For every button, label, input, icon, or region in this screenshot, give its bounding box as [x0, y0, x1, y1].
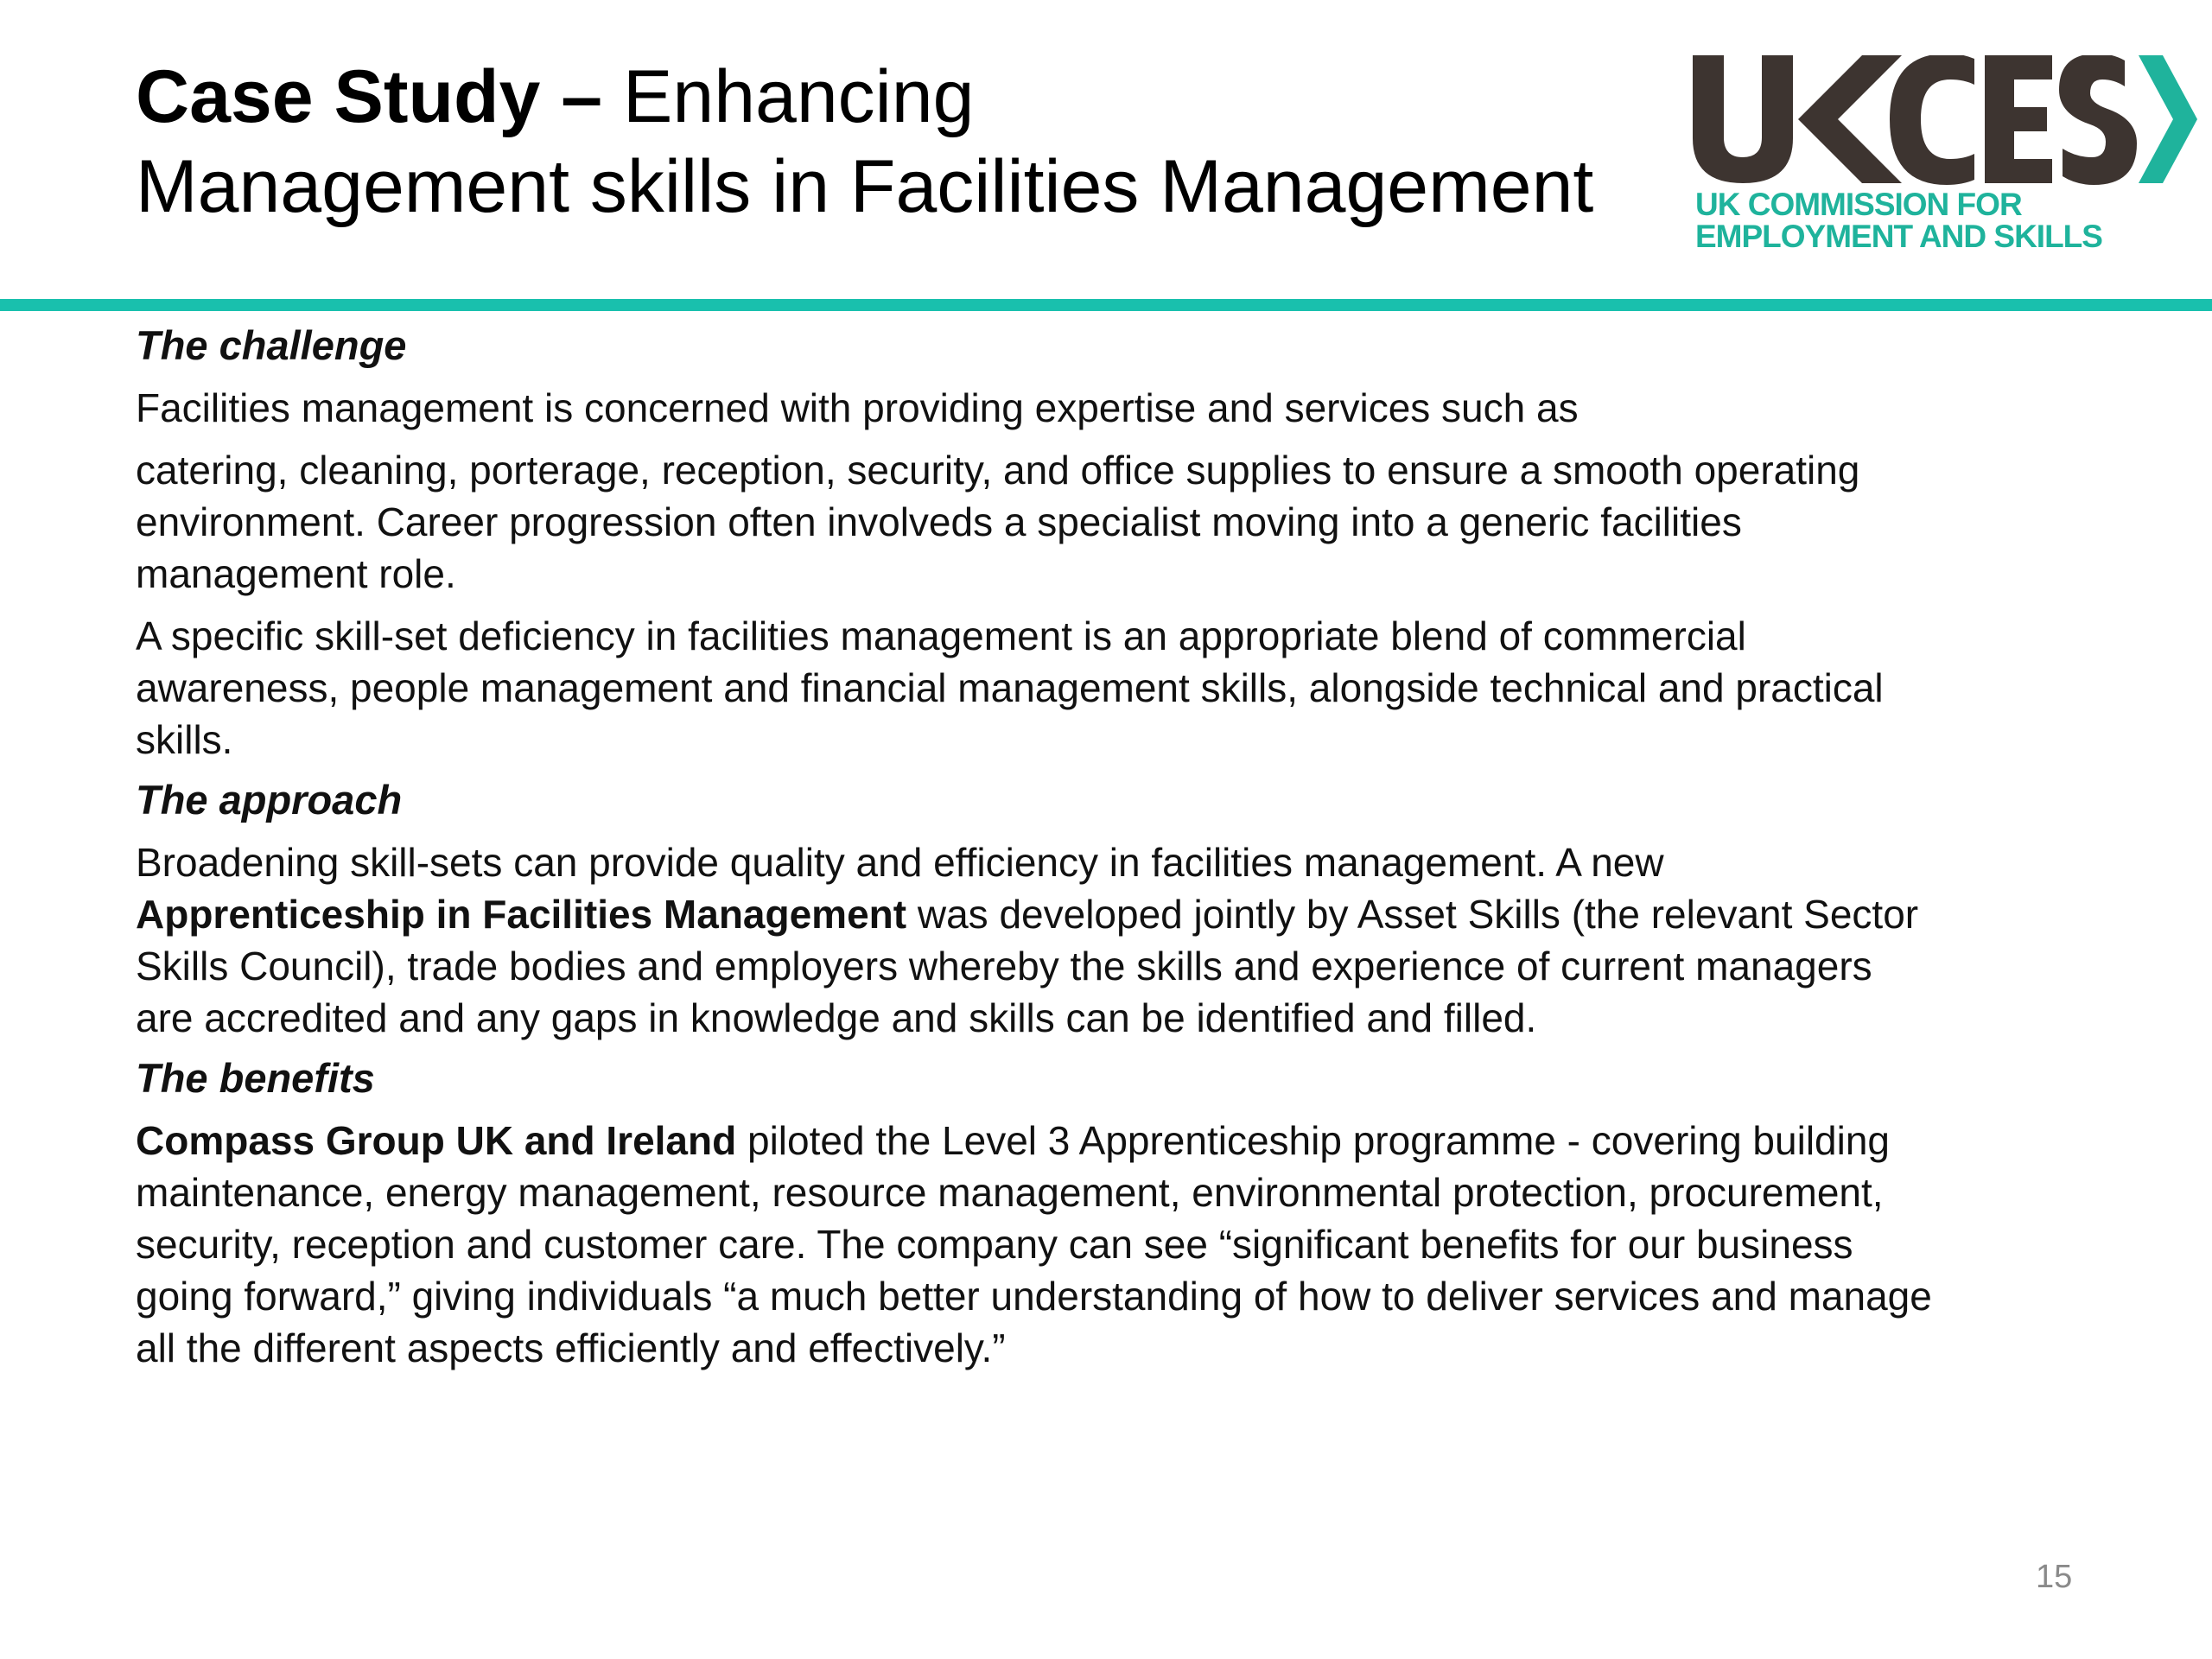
text-line: management role.: [136, 551, 456, 596]
text-line: all the different aspects efficiently and effectively.”: [136, 1325, 1006, 1370]
logo-subtitle-line-2: EMPLOYMENT AND SKILLS: [1695, 219, 2102, 254]
text-line: environment. Career progression often involveds a specialist moving into a generic facilities: [136, 499, 1742, 544]
benefits-heading: The benefits: [136, 1055, 375, 1101]
challenge-heading: The challenge: [136, 322, 407, 368]
text-line: [136, 1115, 2123, 1166]
logo-s-and-arrow: [2052, 55, 2199, 185]
text-line: awareness, people management and financial management skills, alongside technical and practical: [136, 665, 1884, 710]
slide-body: [136, 320, 2123, 1374]
text-span: piloted the Level 3 Apprenticeship programme - covering building: [736, 1118, 1891, 1163]
text-line: catering, cleaning, porterage, reception, security, and office supplies to ensure a smooth operating: [136, 448, 1860, 493]
company-name: Compass Group UK and Ireland: [136, 1118, 737, 1163]
title-rest: Enhancing: [602, 55, 975, 138]
text-line: are accredited and any gaps in knowledge and skills can be identified and filled.: [136, 995, 1537, 1040]
approach-heading: The approach: [136, 777, 403, 823]
ukces-logo: [1689, 50, 2182, 266]
benefits-paragraph: [136, 1115, 2123, 1374]
text-line: Skills Council), trade bodies and employers whereby the skills and experience of current managers: [136, 944, 1872, 988]
challenge-paragraph-3: [136, 610, 2123, 766]
approach-paragraph: [136, 836, 2123, 1044]
challenge-paragraph-2: [136, 444, 2123, 600]
text-line: maintenance, energy management, resource management, environmental protection, procurement,: [136, 1170, 1884, 1215]
slide-title: [136, 52, 1656, 232]
logo-subtitle: [1695, 188, 2102, 252]
text-line: going forward,” giving individuals “a much better understanding of how to deliver services and manage: [136, 1274, 1932, 1319]
title-line-1: [136, 52, 1656, 142]
challenge-paragraph-1: Facilities management is concerned with providing expertise and services such as: [136, 385, 1579, 430]
title-bold: Case Study –: [136, 55, 603, 138]
page-number: 15: [2036, 1559, 2073, 1595]
apprenticeship-name: Apprenticeship in Facilities Management: [136, 892, 907, 937]
text-line: A specific skill-set deficiency in facilities management is an appropriate blend of commercial: [136, 613, 1746, 658]
header-divider: [0, 299, 2212, 311]
text-line: Broadening skill-sets can provide quality and efficiency in facilities management. A new: [136, 840, 1664, 885]
title-line-2: Management skills in Facilities Management: [136, 145, 1594, 228]
text-line: [136, 888, 2123, 940]
logo-letters: [1689, 55, 2095, 185]
logo-subtitle-line-1: UK COMMISSION FOR: [1695, 187, 2022, 222]
text-line: security, reception and customer care. The company can see “significant benefits for our business: [136, 1222, 1853, 1267]
text-span: was developed jointly by Asset Skills (the relevant Sector: [906, 892, 1919, 937]
text-line: skills.: [136, 717, 233, 762]
